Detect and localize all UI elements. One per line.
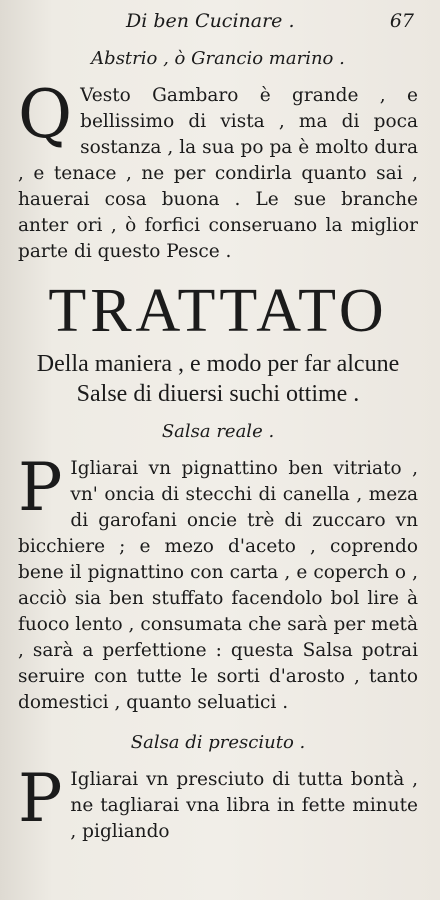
treatise-title: TRATTATO [48,277,388,345]
recipe-text: Igliarai vn presciuto di tutta bontà , ne tagliarai vna libra in fette minute , pigliando [70,769,418,842]
running-head-title: Di ben Cucinare . [126,10,295,32]
page-number: 67 [389,10,414,32]
recipe-title: Salsa di presciuto . [130,732,306,753]
drop-cap: P [18,449,63,526]
recipe-paragraph [18,449,418,716]
drop-cap: Q [18,76,73,153]
section-text: Vesto Gambaro è grande , e bellissimo di vista , ma di poca sostanza , la sua po pa è molto dura , e tenace , ne per condirla quanto sai , hauerai cosa buona . Le sue branche anter ori , ò forfici conseruano la miglior parte di questo Pesce . [18,85,418,262]
recipe-paragraph [18,760,418,845]
drop-cap: P [18,760,63,837]
treatise-subtitle: Della maniera , e modo per far alcune Salse di diuersi suchi ottime . [36,351,400,407]
recipe-text: Igliarai vn pignattino ben vitriato , vn' oncia di stecchi di canella , meza di garofani oncie trè di zuccaro vn bicchiere ; e mezo d'aceto , coprendo bene il pignattino con carta , e coperch o , acciò sia ben stuffato facendolo bol lire à fuoco lento , consumata che sarà per metà , sarà a perfettione : questa Salsa potrai seruire con tutte le sorti d'arosto , tanto domestici , quanto seluatici . [18,458,418,713]
section-paragraph [18,76,418,265]
running-head [18,10,418,44]
section-title: Abstrio , ò Grancio marino . [91,48,345,69]
recipe-title: Salsa reale . [161,421,275,442]
